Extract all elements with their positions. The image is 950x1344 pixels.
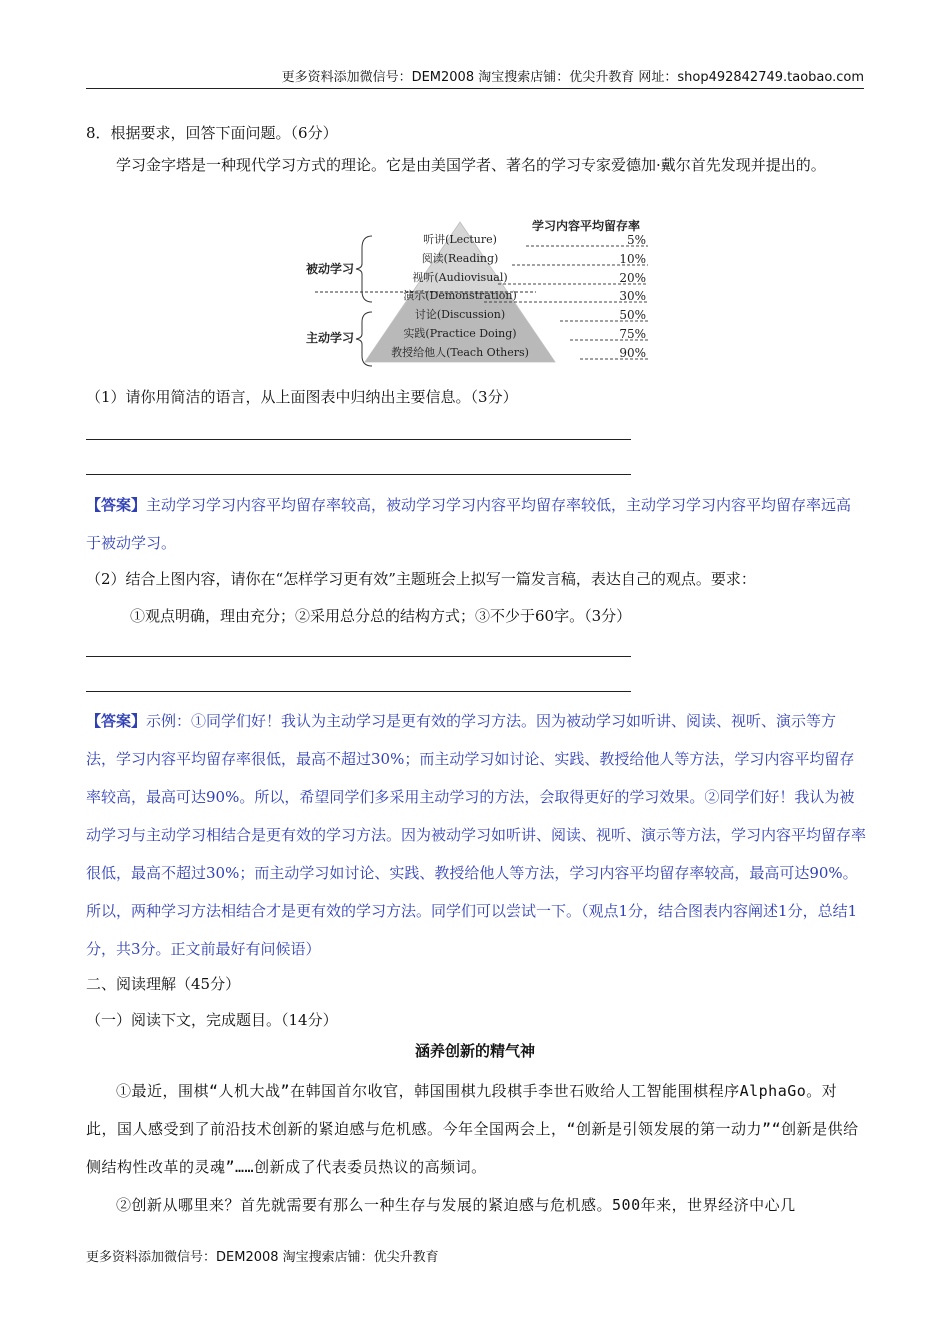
answer-1 bbox=[86, 486, 866, 562]
section-2-part-1: （一）阅读下文，完成题目。（14分） bbox=[86, 1011, 338, 1029]
active-learning-label: 主动学习 bbox=[305, 331, 355, 345]
pyramid-level-label: 听讲(Lecture) bbox=[423, 233, 497, 246]
retention-rate-value: 75% bbox=[619, 327, 646, 341]
sub-question-2: （2）结合上图内容，请你在“怎样学习更有效”主题班会上拟写一篇发言稿，表达自己的观点。要求： bbox=[86, 570, 756, 588]
pyramid-level-label: 视听(Audiovisual) bbox=[412, 271, 508, 284]
page-header: 更多资料添加微信号：DEM2008 淘宝搜索店铺：优尖升教育 网址：shop492842749.taobao.com bbox=[86, 66, 864, 89]
answer-tag: 【答案】 bbox=[86, 712, 147, 730]
retention-rate-value: 30% bbox=[619, 289, 646, 303]
page-footer: 更多资料添加微信号：DEM2008 淘宝搜索店铺：优尖升教育 bbox=[86, 1250, 439, 1265]
question-8-intro: 学习金字塔是一种现代学习方式的理论。它是由美国学者、著名的学习专家爱德加·戴尔首先发现并提出的。 bbox=[116, 156, 826, 174]
passive-learning-label: 被动学习 bbox=[305, 262, 355, 276]
section-2-title: 二、阅读理解（45分） bbox=[86, 975, 241, 993]
answer-line bbox=[86, 474, 631, 475]
retention-rate-value: 50% bbox=[619, 308, 646, 322]
answer-line bbox=[86, 691, 631, 692]
retention-rate-label: 学习内容平均留存率 bbox=[531, 219, 641, 233]
article-paragraph-2: ②创新从哪里来？首先就需要有那么一种生存与发展的紧迫感与危机感。500年来，世界经济中心几 bbox=[116, 1196, 796, 1214]
answer-line bbox=[86, 439, 631, 440]
passive-bracket bbox=[356, 236, 372, 302]
sub-question-1: （1）请你用简洁的语言，从上面图表中归纳出主要信息。（3分） bbox=[86, 388, 518, 406]
retention-rate-value: 5% bbox=[626, 233, 646, 247]
pyramid-level-label: 讨论(Discussion) bbox=[414, 308, 506, 321]
pyramid-level-label: 演示(Demonstration) bbox=[403, 289, 517, 302]
learning-pyramid-chart bbox=[290, 216, 660, 368]
retention-rate-value: 20% bbox=[619, 271, 646, 285]
answer-2 bbox=[86, 702, 866, 968]
pyramid-level-label: 教授给他人(Teach Others) bbox=[391, 346, 529, 359]
retention-rate-value: 10% bbox=[619, 252, 646, 266]
pyramid-level-label: 实践(Practice Doing) bbox=[403, 327, 517, 340]
pyramid-level-label: 阅读(Reading) bbox=[421, 252, 499, 265]
answer-text: 示例：①同学们好！我认为主动学习是更有效的学习方法。因为被动学习如听讲、阅读、视听、演示等方法，学习内容平均留存率很低，最高不超过30%；而主动学习如讨论、实践、教授给他人等方法，学习内容平均留存率较高，最高可达90%。所以，希望同学们多采用主动学习的方法，会取得更好的学习效果。②同学们好！我认为被动学习与主动学习相结合是更有效的学习方法。因为被动学习如听讲、阅读、视听、演示等方法，学习内容平均留存率很低，最高不超过30%；而主动学习如讨论、实践、教授给他人等方法，学习内容平均留存率较高，最高可达90%。所以，两种学习方法相结合才是更有效的学习方法。同学们可以尝试一下。（观点1分，结合图表内容阐述1分，总结1分，共3分。正文前最好有问候语） bbox=[86, 712, 867, 958]
answer-tag: 【答案】 bbox=[86, 496, 147, 514]
answer-line bbox=[86, 656, 631, 657]
article-paragraph-1: ①最近，围棋“人机大战”在韩国首尔收官，韩国围棋九段棋手李世石败给人工智能围棋程序AlphaGo。对此，国人感受到了前沿技术创新的紧迫感与危机感。今年全国两会上，“创新是引领发展的第一动力”“创新是供给侧结构性改革的灵魂”……创新成了代表委员热议的高频词。 bbox=[86, 1082, 859, 1176]
retention-rate-value: 90% bbox=[619, 346, 646, 360]
article-title: 涵养创新的精气神 bbox=[414, 1042, 535, 1060]
question-8-title: 8．根据要求，回答下面问题。（6分） bbox=[86, 124, 338, 142]
answer-text: 主动学习学习内容平均留存率较高，被动学习学习内容平均留存率较低，主动学习学习内容平均留存率远高于被动学习。 bbox=[86, 496, 852, 552]
sub-question-2-requirements: ①观点明确，理由充分；②采用总分总的结构方式；③不少于60字。（3分） bbox=[130, 607, 632, 625]
